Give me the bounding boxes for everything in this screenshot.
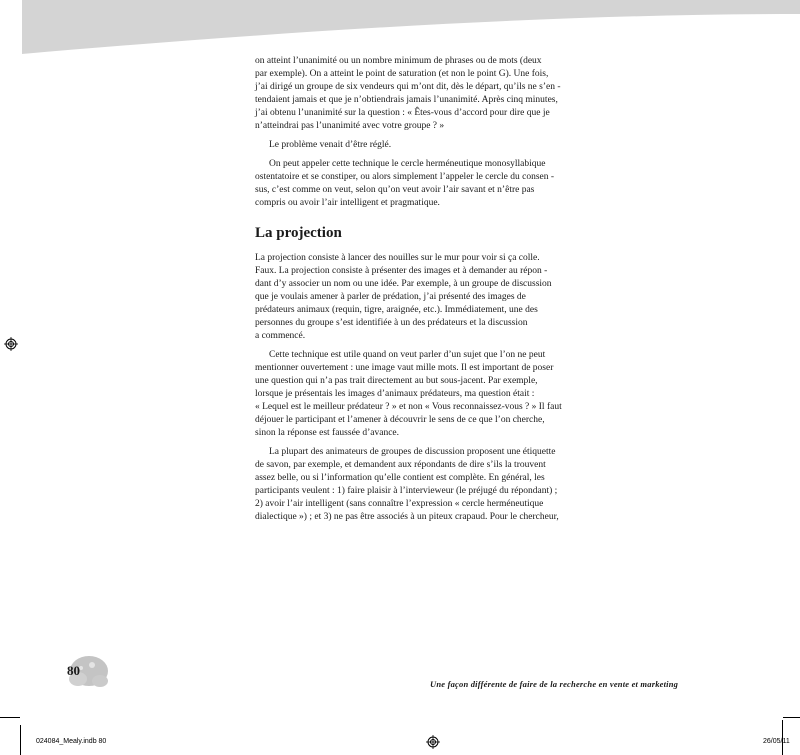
- text-line: dant d’y associer un nom ou une idée. Par exemple, à un groupe de discussion: [255, 279, 552, 289]
- text-line: participants veulent : 1) faire plaisir à l’intervieweur (le préjugé du répondant) ;: [255, 486, 558, 496]
- print-slug-file: 024084_Mealy.indb 80: [36, 738, 107, 745]
- paragraph: [255, 158, 695, 210]
- text-line: Le problème venait d’être réglé.: [269, 140, 392, 150]
- text-line: prédateurs animaux (requin, tigre, araignée, etc.). Immédiatement, une des: [255, 305, 538, 315]
- text-line: que je voulais amener à parler de prédation, j’ai présenté des images de: [255, 292, 526, 302]
- section-heading: La projection: [255, 225, 342, 241]
- paragraph: [255, 139, 695, 152]
- text-line: assez belle, ou si l’information qu’elle contient est complète. En général, les: [255, 473, 545, 483]
- text-line: mentionner ouvertement : une image vaut mille mots. Il est important de poser: [255, 363, 554, 373]
- text-line: une question qui n’a pas trait directement au but sous-jacent. Par exemple,: [255, 376, 538, 386]
- page-body: [255, 55, 695, 524]
- text-line: déjouer le participant et l’amener à découvrir le sens de ce que l’on cherche,: [255, 415, 545, 425]
- crop-mark: [783, 717, 800, 718]
- text-line: sus, c’est comme on veut, selon qu’on veut avoir l’air savant et n’être pas: [255, 185, 535, 195]
- text-line: On peut appeler cette technique le cercle herméneutique monosyllabique: [269, 159, 546, 169]
- crop-mark: [20, 725, 21, 755]
- running-footer: Une façon différente de faire de la recherche en vente et marketing: [430, 679, 679, 689]
- text-line: La projection consiste à lancer des nouilles sur le mur pour voir si ça colle.: [255, 253, 540, 263]
- text-line: j’ai dirigé un groupe de six vendeurs qui m’ont dit, dès le départ, qu’ils ne s’en -: [255, 82, 561, 92]
- header-band: [0, 0, 800, 60]
- paragraph: [255, 252, 695, 343]
- paragraph: [255, 55, 695, 133]
- registration-mark-icon: [426, 735, 440, 749]
- text-line: Faux. La projection consiste à présenter des images et à demander au répon -: [255, 266, 548, 276]
- text-line: sinon la réponse est faussée d’avance.: [255, 428, 400, 438]
- text-line: lorsque je présentais les images d’animaux prédateurs, ma question était :: [255, 389, 535, 399]
- page-number: 80: [67, 663, 80, 678]
- text-line: dialectique ») ; et 3) ne pas être associés à un piteux crapaud. Pour le chercheur,: [255, 512, 559, 522]
- paragraph: [255, 349, 695, 440]
- text-line: tendaient jamais et que je n’obtiendrais jamais l’unanimité. Après cinq minutes,: [255, 95, 558, 105]
- text-line: compris ou avoir l’air intelligent et pragmatique.: [255, 198, 440, 208]
- crop-mark: [0, 717, 20, 718]
- text-line: j’ai obtenu l’unanimité sur la question : « Êtes-vous d’accord pour dire que je: [255, 108, 550, 118]
- text-line: n’atteindrai pas l’unanimité avec votre groupe ? »: [255, 121, 445, 131]
- text-line: La plupart des animateurs de groupes de discussion proposent une étiquette: [269, 447, 556, 457]
- print-slug-date: 26/05/11: [763, 738, 790, 745]
- text-line: de savon, par exemple, et demandent aux répondants de dire s’ils la trouvent: [255, 460, 546, 470]
- text-line: « Lequel est le meilleur prédateur ? » et non « Vous reconnaissez-vous ? » Il faut: [255, 402, 562, 412]
- text-line: on atteint l’unanimité ou un nombre minimum de phrases ou de mots (deux: [255, 56, 542, 66]
- text-line: ostentatoire et se constiper, ou alors simplement l’appeler le cercle du consen -: [255, 172, 555, 182]
- text-line: a commencé.: [255, 331, 306, 341]
- text-line: par exemple). On a atteint le point de saturation (et non le point G). Une fois,: [255, 69, 549, 79]
- text-line: Cette technique est utile quand on veut parler d’un sujet que l’on ne peut: [269, 350, 546, 360]
- paragraph: [255, 446, 695, 524]
- text-line: personnes du groupe s’est identifiée à un des prédateurs et la discussion: [255, 318, 528, 328]
- registration-mark-icon: [4, 337, 18, 351]
- text-line: 2) avoir l’air intelligent (sans connaître l’expression « cercle herméneutique: [255, 499, 544, 509]
